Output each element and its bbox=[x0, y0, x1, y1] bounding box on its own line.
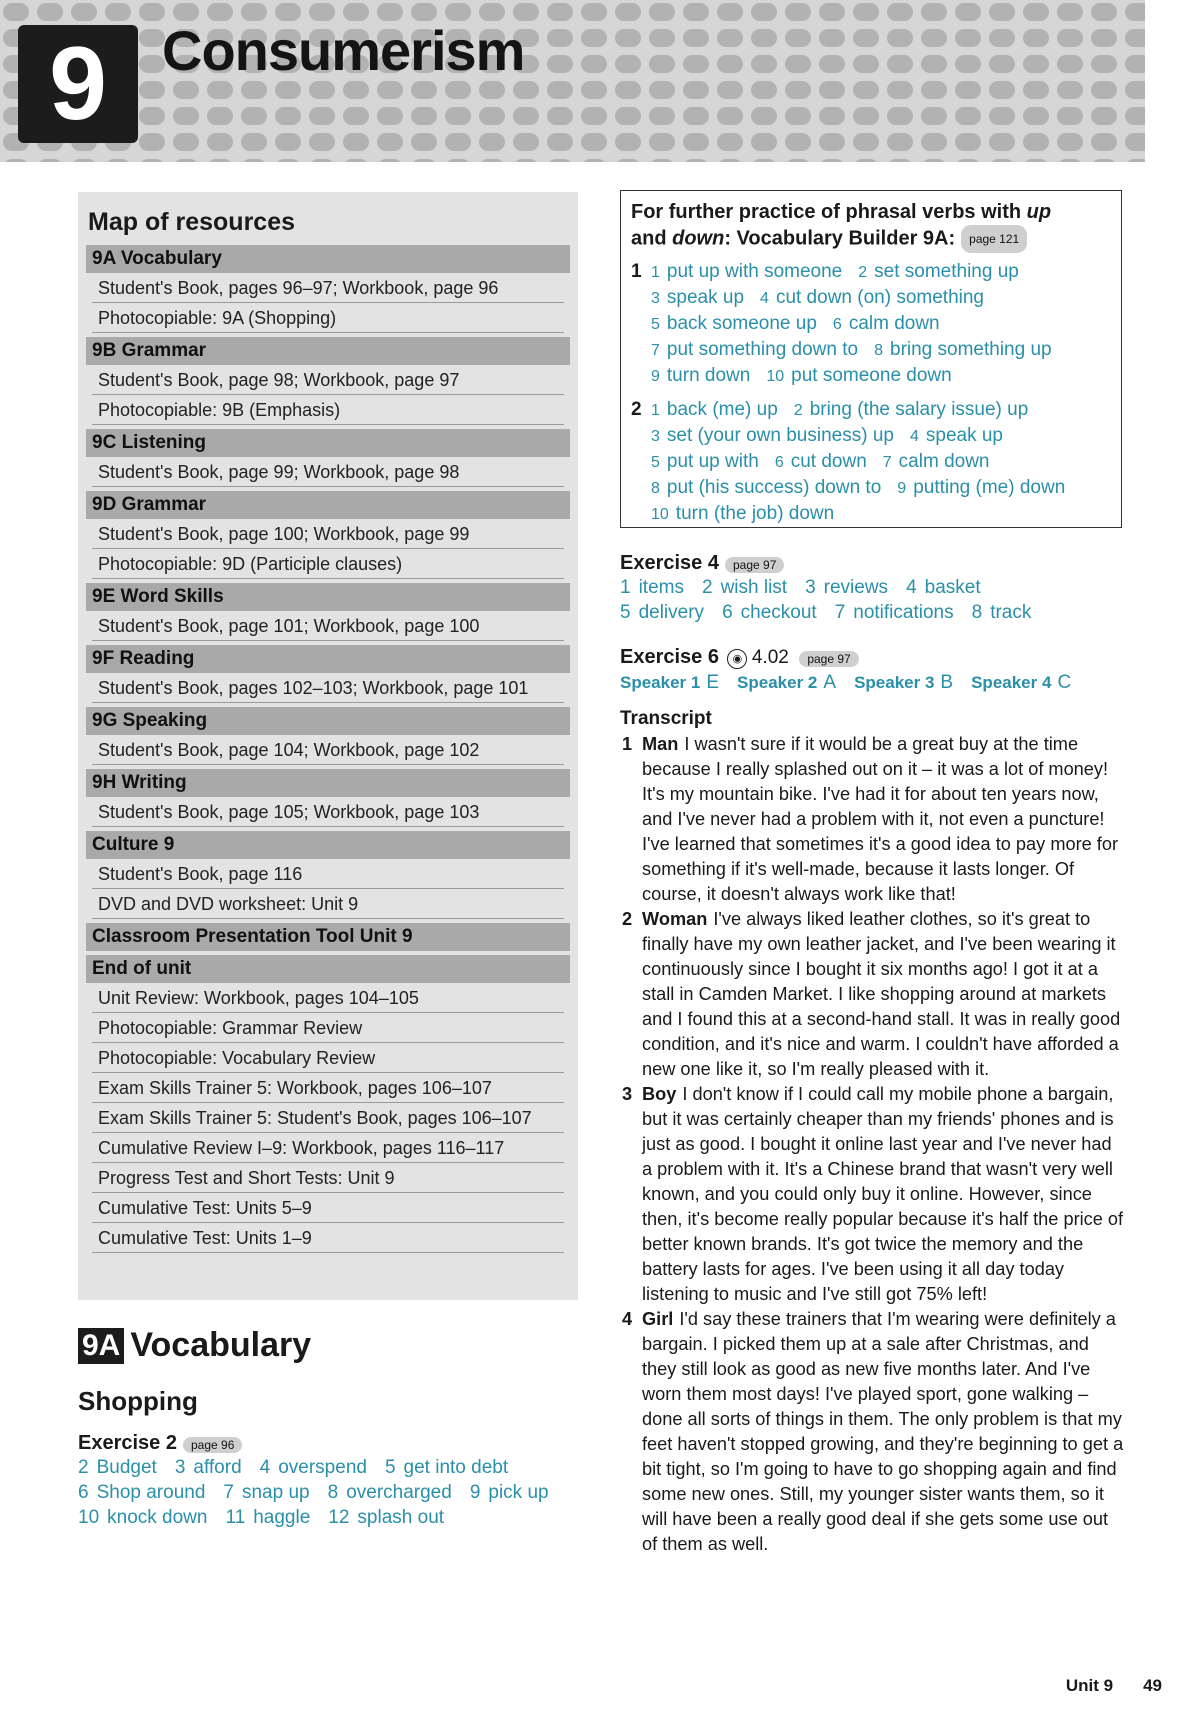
builder-row bbox=[631, 363, 1111, 389]
answer-item bbox=[835, 602, 954, 623]
answer-item bbox=[223, 1482, 309, 1503]
answer-text: turn (the job) down bbox=[675, 503, 835, 524]
answer-item bbox=[766, 365, 951, 386]
answer-row bbox=[78, 1505, 598, 1530]
speaker-answer: B bbox=[940, 672, 954, 693]
builder-row bbox=[631, 475, 1111, 501]
map-section-line: Photocopiable: 9B (Emphasis) bbox=[92, 395, 564, 425]
builder-row bbox=[631, 337, 1111, 363]
answer-item bbox=[805, 577, 888, 598]
answer-number: 10 bbox=[78, 1507, 100, 1528]
transcript-text: I'd say these trainers that I'm wearing were definitely a bargain. I picked them up at a sale after Christmas, and they still look as good as new five months later. And I've worn them most days! I've played sport, gone walking – done all sorts of things in them. The only problem is that my feet haven't stopped growing, and they're beginning to get a bit tight, so I'm going to have to go shopping again and find some new ones. Still, my younger sister wants them, so it will have been a really good deal if she gets some use out of them as well. bbox=[642, 1309, 1124, 1554]
speaker-label: Speaker 2 bbox=[737, 673, 818, 692]
answer-item bbox=[651, 399, 778, 420]
answer-text: put (his success) down to bbox=[666, 477, 882, 498]
answer-text: items bbox=[638, 577, 684, 598]
exercise-6-answers bbox=[620, 672, 1120, 694]
answer-number: 2 bbox=[858, 264, 868, 281]
map-section-line: Cumulative Test: Units 5–9 bbox=[92, 1193, 564, 1223]
exercise-title: Exercise 6 bbox=[620, 646, 719, 668]
exercise-2-answers bbox=[78, 1455, 598, 1530]
answer-number: 5 bbox=[651, 316, 660, 333]
map-section-heading: 9C Listening bbox=[86, 429, 570, 457]
vocabulary-builder-box bbox=[620, 190, 1122, 528]
answer-row bbox=[620, 600, 1120, 625]
map-section-line: Student's Book, page 105; Workbook, page 103 bbox=[92, 797, 564, 827]
answer-text: haggle bbox=[253, 1507, 311, 1528]
transcript-speaker: Boy bbox=[642, 1084, 677, 1104]
answer-number: 5 bbox=[384, 1457, 396, 1478]
answer-text: turn down bbox=[666, 365, 751, 386]
answer-item bbox=[328, 1482, 452, 1503]
answer-number: 8 bbox=[971, 602, 983, 623]
map-section-heading: Culture 9 bbox=[86, 831, 570, 859]
answer-text: reviews bbox=[823, 577, 889, 598]
answer-item bbox=[883, 451, 990, 472]
answer-item bbox=[328, 1507, 444, 1528]
map-section-line: Photocopiable: 9D (Participle clauses) bbox=[92, 549, 564, 579]
answer-item bbox=[651, 503, 834, 524]
answer-number: 9 bbox=[469, 1482, 481, 1503]
answer-item bbox=[620, 602, 704, 623]
answer-item bbox=[651, 261, 842, 282]
builder-row bbox=[631, 259, 1111, 285]
map-title: Map of resources bbox=[88, 208, 296, 236]
answer-number: 5 bbox=[620, 602, 631, 623]
answer-number: 9 bbox=[897, 480, 907, 497]
answer-number: 4 bbox=[259, 1457, 271, 1478]
answer-number: 8 bbox=[874, 342, 883, 359]
answer-number: 10 bbox=[766, 368, 785, 385]
answer-number: 2 bbox=[78, 1457, 89, 1478]
exercise-2 bbox=[78, 1432, 598, 1530]
answer-item bbox=[775, 451, 867, 472]
map-section-line: Progress Test and Short Tests: Unit 9 bbox=[92, 1163, 564, 1193]
answer-number: 4 bbox=[906, 577, 917, 598]
answer-row bbox=[78, 1480, 598, 1505]
transcript-number: 1 bbox=[622, 734, 633, 754]
page-ref: page 96 bbox=[183, 1437, 242, 1453]
builder-question-1 bbox=[631, 259, 1111, 389]
speaker-label: Speaker 4 bbox=[971, 673, 1052, 692]
map-section-heading: End of unit bbox=[86, 955, 570, 983]
answer-number: 7 bbox=[651, 342, 660, 359]
answer-text: splash out bbox=[357, 1507, 445, 1528]
transcript-item bbox=[620, 732, 1125, 907]
answer-number: 1 bbox=[620, 577, 631, 598]
answer-number: 3 bbox=[651, 428, 660, 445]
answer-text: pick up bbox=[488, 1482, 549, 1503]
transcript-text: I wasn't sure if it would be a great buy at the time because I really splashed out on it – it was a lot of money! It's my mountain bike. I've had it for about ten years now, and I've never had a problem with it, not even a puncture! I've learned that sometimes it's a good idea to pay more for something if it's well-made, because it lasts longer. Of course, it doesn't always work like that! bbox=[642, 734, 1119, 904]
answer-item bbox=[651, 425, 894, 446]
map-section-line: Photocopiable: 9A (Shopping) bbox=[92, 303, 564, 333]
map-section-line: Cumulative Test: Units 1–9 bbox=[92, 1223, 564, 1253]
speaker-answer: E bbox=[706, 672, 720, 693]
answer-text: calm down bbox=[898, 451, 990, 472]
answer-item bbox=[470, 1482, 549, 1503]
answer-row bbox=[620, 575, 1120, 600]
section-subtitle: Shopping bbox=[78, 1386, 198, 1416]
transcript-items bbox=[620, 732, 1125, 1557]
map-section-line: Cumulative Review I–9: Workbook, pages 116–117 bbox=[92, 1133, 564, 1163]
answer-text: put something down to bbox=[666, 339, 859, 360]
answer-text: wish list bbox=[720, 577, 788, 598]
answer-item bbox=[651, 365, 750, 386]
builder-row bbox=[631, 285, 1111, 311]
answer-text: overspend bbox=[278, 1457, 367, 1478]
builder-row bbox=[631, 311, 1111, 337]
transcript-item bbox=[620, 1307, 1125, 1557]
answer-number: 8 bbox=[327, 1482, 339, 1503]
map-section-heading: Classroom Presentation Tool Unit 9 bbox=[86, 923, 570, 951]
transcript-text: I don't know if I could call my mobile phone a bargain, but it was certainly cheaper than my friends' phones and is just as good. I bought it online last year and I've never had a problem with it. It's a Chinese brand that wasn't very well known, and you could only buy it online. However, since then, it's become really popular because it's half the price of better known brands. It's got twice the memory and the battery lasts for ages. I've been using it all day today listening to music and I've still got 75% left! bbox=[642, 1084, 1124, 1304]
unit-number: 9 bbox=[18, 25, 138, 143]
audio-icon: ◉ bbox=[727, 649, 747, 669]
answer-number: 2 bbox=[793, 402, 803, 419]
map-section-line: Exam Skills Trainer 5: Workbook, pages 106–107 bbox=[92, 1073, 564, 1103]
page-ref: page 97 bbox=[725, 557, 784, 573]
builder-heading: For further practice of phrasal verbs with up and down: Vocabulary Builder 9A: page 121 bbox=[631, 199, 1111, 253]
map-section-heading: 9D Grammar bbox=[86, 491, 570, 519]
answer-text: put up with someone bbox=[666, 261, 843, 282]
map-section-line: DVD and DVD worksheet: Unit 9 bbox=[92, 889, 564, 919]
map-of-resources bbox=[78, 192, 578, 1300]
map-section-line: Student's Book, page 101; Workbook, page 100 bbox=[92, 611, 564, 641]
speaker-answer: A bbox=[823, 672, 837, 693]
answer-text: set (your own business) up bbox=[666, 425, 894, 446]
section-9a-heading bbox=[78, 1326, 311, 1365]
builder-row bbox=[631, 449, 1111, 475]
answer-text: knock down bbox=[107, 1507, 208, 1528]
answer-item bbox=[858, 261, 1019, 282]
map-section-line: Student's Book, page 100; Workbook, page 99 bbox=[92, 519, 564, 549]
exercise-4-answers bbox=[620, 575, 1120, 625]
unit-banner bbox=[0, 0, 1145, 162]
answer-item bbox=[260, 1457, 367, 1478]
answer-text: bring (the salary issue) up bbox=[809, 399, 1029, 420]
transcript-item bbox=[620, 1082, 1125, 1307]
answer-number: 6 bbox=[78, 1482, 89, 1503]
answer-number: 5 bbox=[651, 454, 660, 471]
answer-text: back someone up bbox=[666, 313, 817, 334]
audio-track: 4.02 bbox=[751, 647, 789, 668]
answer-item bbox=[175, 1457, 242, 1478]
answer-number: 6 bbox=[832, 316, 842, 333]
exercise-title: Exercise 2 bbox=[78, 1432, 177, 1454]
transcript-speaker: Man bbox=[642, 734, 679, 754]
answer-text: putting (me) down bbox=[913, 477, 1066, 498]
answer-item bbox=[760, 287, 984, 308]
exercise-title: Exercise 4 bbox=[620, 552, 719, 574]
page-ref: page 97 bbox=[799, 651, 858, 667]
answer-number: 1 bbox=[651, 402, 660, 419]
answer-number: 7 bbox=[834, 602, 846, 623]
transcript-number: 2 bbox=[622, 909, 633, 929]
answer-item bbox=[225, 1507, 310, 1528]
section-title: Vocabulary bbox=[130, 1326, 312, 1364]
page-footer bbox=[1036, 1676, 1162, 1696]
answer-text: afford bbox=[193, 1457, 242, 1478]
answer-item bbox=[78, 1507, 207, 1528]
map-section-line: Student's Book, page 99; Workbook, page 98 bbox=[92, 457, 564, 487]
answer-item bbox=[722, 602, 817, 623]
answer-item bbox=[702, 577, 787, 598]
map-section-line: Student's Book, pages 102–103; Workbook, page 101 bbox=[92, 673, 564, 703]
answer-text: put up with bbox=[666, 451, 759, 472]
answer-item bbox=[794, 399, 1029, 420]
answer-text: overcharged bbox=[346, 1482, 452, 1503]
answer-item bbox=[910, 425, 1003, 446]
answer-text: set something up bbox=[874, 261, 1019, 282]
map-section-line: Exam Skills Trainer 5: Student's Book, pages 106–107 bbox=[92, 1103, 564, 1133]
transcript-number: 3 bbox=[622, 1084, 633, 1104]
answer-text: basket bbox=[924, 577, 981, 598]
map-section-line: Student's Book, page 98; Workbook, page 97 bbox=[92, 365, 564, 395]
builder-question-2 bbox=[631, 397, 1111, 527]
answer-number: 1 bbox=[651, 264, 660, 281]
answer-number: 11 bbox=[225, 1507, 246, 1528]
section-tag: 9A bbox=[78, 1328, 124, 1364]
answer-text: calm down bbox=[848, 313, 940, 334]
answer-number: 7 bbox=[223, 1482, 234, 1503]
page-number: 49 bbox=[1143, 1676, 1162, 1695]
answer-item bbox=[78, 1482, 205, 1503]
speaker-label: Speaker 1 bbox=[620, 673, 701, 692]
map-section-heading: 9G Speaking bbox=[86, 707, 570, 735]
map-section-line: Student's Book, page 104; Workbook, page 102 bbox=[92, 735, 564, 765]
answer-number: 10 bbox=[651, 506, 669, 523]
answer-number: 2 bbox=[701, 577, 713, 598]
answer-number: 4 bbox=[760, 290, 769, 307]
transcript-speaker: Woman bbox=[642, 909, 708, 929]
question-number: 1 bbox=[631, 261, 642, 282]
map-section-line: Photocopiable: Vocabulary Review bbox=[92, 1043, 564, 1073]
map-section-heading: 9A Vocabulary bbox=[86, 245, 570, 273]
map-section-heading: 9F Reading bbox=[86, 645, 570, 673]
answer-text: speak up bbox=[666, 287, 745, 308]
map-section-line: Unit Review: Workbook, pages 104–105 bbox=[92, 983, 564, 1013]
question-number: 2 bbox=[631, 399, 642, 420]
map-section-line: Photocopiable: Grammar Review bbox=[92, 1013, 564, 1043]
speaker-answer: C bbox=[1057, 672, 1072, 693]
answer-item bbox=[972, 602, 1032, 623]
answer-text: cut down bbox=[790, 451, 867, 472]
speaker-label: Speaker 3 bbox=[854, 673, 935, 692]
builder-row bbox=[631, 501, 1111, 527]
answer-number: 7 bbox=[882, 454, 892, 471]
answer-number: 3 bbox=[174, 1457, 186, 1478]
answer-item bbox=[833, 313, 940, 334]
map-section-heading: 9H Writing bbox=[86, 769, 570, 797]
answer-item bbox=[78, 1457, 157, 1478]
map-section-line: Student's Book, pages 96–97; Workbook, page 96 bbox=[92, 273, 564, 303]
answer-text: snap up bbox=[241, 1482, 310, 1503]
answer-item bbox=[651, 313, 817, 334]
transcript-title: Transcript bbox=[620, 708, 712, 729]
answer-text: delivery bbox=[638, 602, 705, 623]
unit-title: Consumerism bbox=[162, 19, 525, 82]
answer-text: checkout bbox=[740, 602, 817, 623]
map-section-line: Student's Book, page 116 bbox=[92, 859, 564, 889]
answer-item bbox=[651, 287, 744, 308]
footer-unit: Unit 9 bbox=[1065, 1676, 1114, 1695]
transcript-item bbox=[620, 907, 1125, 1082]
answer-text: speak up bbox=[925, 425, 1003, 446]
answer-item bbox=[385, 1457, 508, 1478]
answer-text: put someone down bbox=[791, 365, 952, 386]
answer-item bbox=[651, 451, 759, 472]
exercise-6 bbox=[620, 646, 1120, 694]
answer-text: bring something up bbox=[890, 339, 1052, 360]
map-section-heading: 9E Word Skills bbox=[86, 583, 570, 611]
answer-text: Shop around bbox=[96, 1482, 206, 1503]
answer-text: Budget bbox=[96, 1457, 157, 1478]
transcript-speaker: Girl bbox=[642, 1309, 674, 1329]
answer-text: notifications bbox=[853, 602, 954, 623]
answer-number: 12 bbox=[328, 1507, 350, 1528]
answer-number: 6 bbox=[774, 454, 784, 471]
answer-text: cut down (on) something bbox=[775, 287, 984, 308]
answer-text: back (me) up bbox=[666, 399, 778, 420]
answer-number: 3 bbox=[805, 577, 816, 598]
answer-number: 3 bbox=[651, 290, 660, 307]
answer-number: 8 bbox=[651, 480, 660, 497]
answer-item bbox=[651, 339, 858, 360]
answer-number: 4 bbox=[909, 428, 919, 445]
transcript bbox=[620, 708, 1125, 1557]
answer-item bbox=[874, 339, 1052, 360]
map-sections bbox=[86, 245, 570, 1253]
answer-text: get into debt bbox=[403, 1457, 509, 1478]
answer-item bbox=[906, 577, 981, 598]
page-ref: page 121 bbox=[961, 225, 1027, 253]
answer-number: 6 bbox=[722, 602, 733, 623]
answer-item bbox=[651, 477, 881, 498]
answer-text: track bbox=[990, 602, 1032, 623]
builder-row bbox=[631, 397, 1111, 423]
answer-item bbox=[897, 477, 1065, 498]
transcript-number: 4 bbox=[622, 1309, 633, 1329]
transcript-text: I've always liked leather clothes, so it's great to finally have my own leather jacket, and I've been wearing it continuously since I bought it six months ago! I got it at a stall in Camden Market. I like shopping around at markets and I found this at a second-hand stall. It was in really good condition, and it's nice and warm. I couldn't have afforded a new one like it, so I'm really pleased with it. bbox=[642, 909, 1121, 1079]
answer-item bbox=[620, 577, 684, 598]
builder-row bbox=[631, 423, 1111, 449]
answer-number: 9 bbox=[651, 368, 660, 385]
answer-row bbox=[78, 1455, 598, 1480]
exercise-4 bbox=[620, 552, 1120, 625]
map-section-heading: 9B Grammar bbox=[86, 337, 570, 365]
